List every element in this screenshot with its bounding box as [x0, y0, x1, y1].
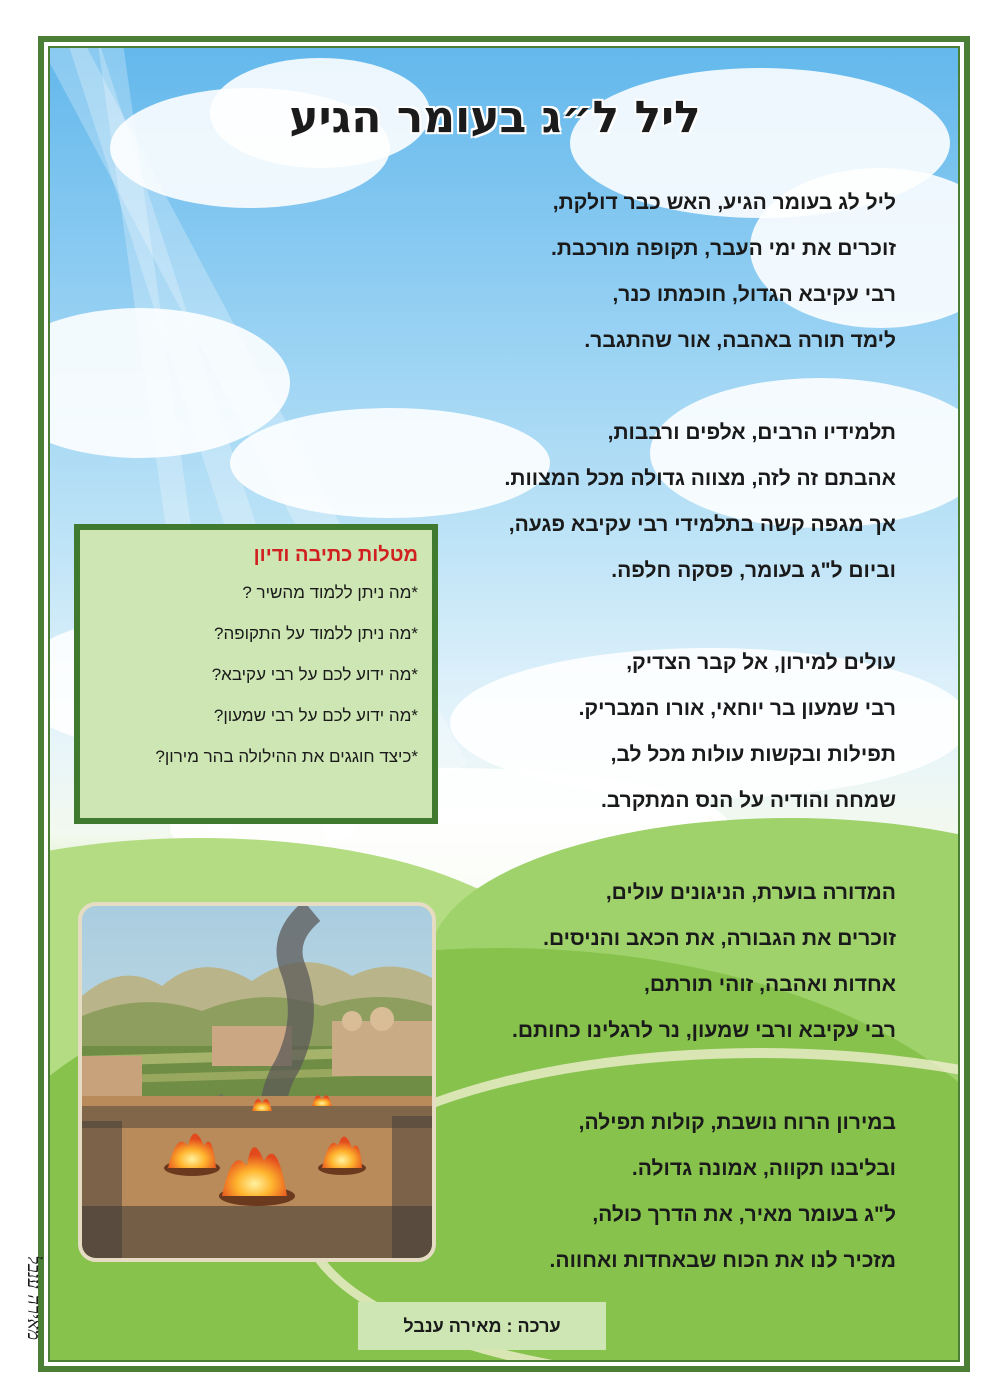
poem-line: וביום ל"ג בעומר, פסקה חלפה.	[611, 559, 896, 582]
task-item: *מה ידוע לכם על רבי עקיבא?	[211, 665, 418, 684]
poem-line: זוכרים את ימי העבר, תקופה מורכבת.	[550, 237, 896, 260]
poem-line: אך מגפה קשה בתלמידי רבי עקיבא פגעה,	[508, 513, 896, 536]
poem-line: תפילות ובקשות עולות מכל לב,	[610, 743, 896, 766]
poem-line: תלמידיו הרבים, אלפים ורבבות,	[607, 421, 896, 444]
poem-line: במירון הרוח נושבת, קולות תפילה,	[578, 1111, 896, 1134]
poem-line: רבי עקיבא ורבי שמעון, נר לרגלינו כחותם.	[512, 1019, 896, 1042]
poem-stanza	[376, 410, 896, 594]
task-item: *כיצד חוגגים את ההילולה בהר מירון?	[155, 747, 418, 766]
poem-stanza	[376, 640, 896, 824]
poem-stanza	[376, 1100, 896, 1284]
poem-line: עולים למירון, אל קבר הצדיק,	[626, 651, 896, 674]
poem-line: שמחה והודיה על הנס המתקרב.	[600, 789, 896, 812]
poem-line: אחדות ואהבה, זוהי תורתם,	[644, 973, 896, 996]
poem	[376, 180, 896, 1330]
bonfire-illustration	[78, 902, 436, 1262]
page-title: ליל ל״ג בעומר הגיע	[289, 92, 701, 143]
poem-line: ל"ג בעומר מאיר, את הדרך כולה,	[592, 1203, 896, 1226]
task-item: *מה ניתן ללמוד על התקופה?	[214, 624, 418, 643]
poem-line: ליל לג בעומר הגיע, האש כבר דולקת,	[552, 191, 896, 214]
editor-credit: ערכה : מאירה ענבל	[358, 1302, 606, 1350]
task-item: *מה ידוע לכם על רבי שמעון?	[213, 706, 418, 725]
task-item: *מה ניתן ללמוד מהשיר ?	[242, 583, 418, 602]
tasks-title: מטלות כתיבה ודיון	[253, 544, 418, 566]
poem-line: רבי שמעון בר יוחאי, אורו המבריק.	[578, 697, 896, 720]
poem-line: המדורה בוערת, הניגונים עולים,	[605, 881, 896, 904]
poem-stanza	[376, 180, 896, 364]
poem-stanza	[376, 870, 896, 1054]
poem-line: מזכיר לנו את הכוח שבאחדות ואחווה.	[549, 1249, 896, 1272]
bonfire-illustration-art	[82, 906, 432, 1258]
poem-line: אהבתם זה לזה, מצווה גדולה מכל המצוות.	[504, 467, 896, 490]
artist-signature: מאירה ענבל	[23, 1255, 44, 1340]
poem-line: לימד תורה באהבה, אור שהתגבר.	[584, 329, 896, 352]
poem-line: רבי עקיבא הגדול, חוכמתו כנר,	[612, 283, 896, 306]
tasks-box	[74, 524, 438, 824]
poem-line: ובליבנו תקווה, אמונה גדולה.	[631, 1157, 896, 1180]
poem-line: זוכרים את הגבורה, את הכאב והניסים.	[543, 927, 896, 950]
